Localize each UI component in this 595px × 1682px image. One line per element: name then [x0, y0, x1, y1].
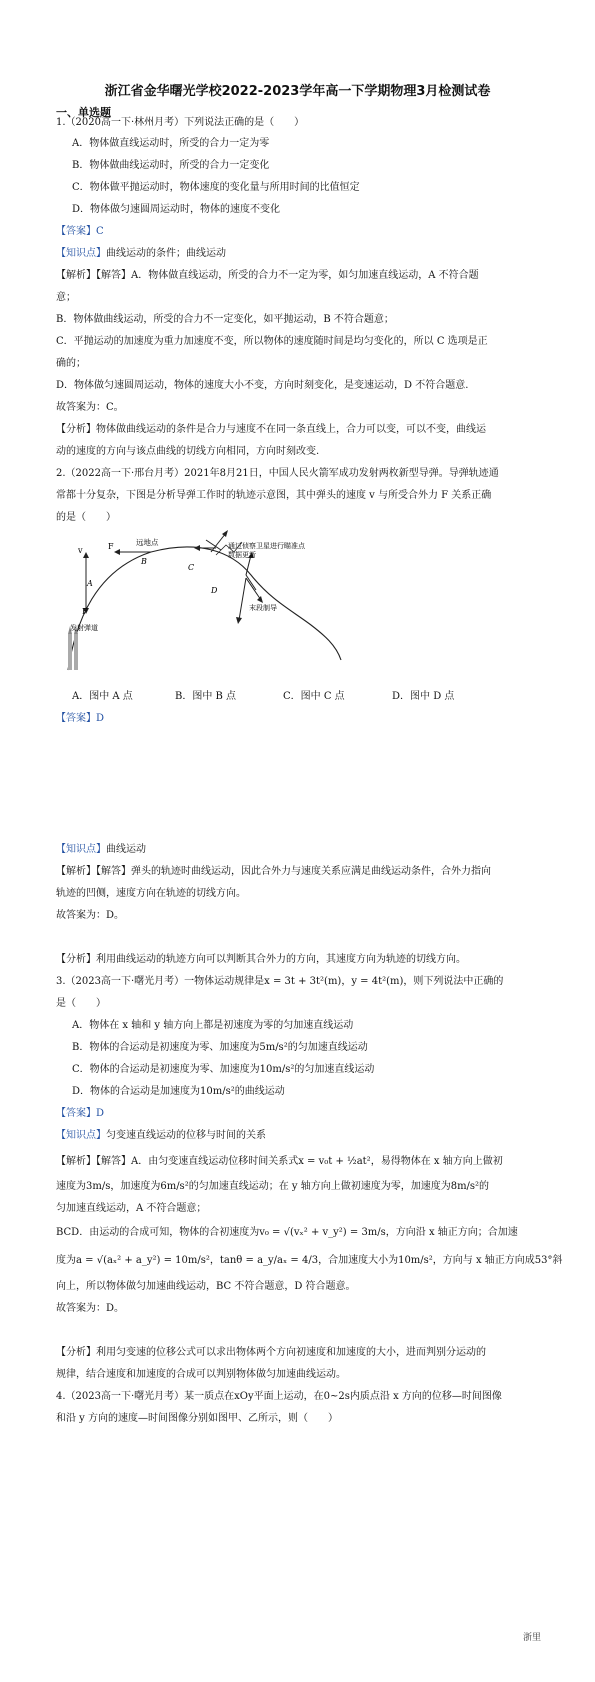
q2-stem: 常都十分复杂，下图是分析导弹工作时的轨迹示意图，其中弹头的速度 v 与所受合外力 F 关系正确	[56, 490, 492, 501]
point-b-label: B	[141, 557, 147, 566]
q2-option-a: A．图中 A 点	[72, 691, 133, 702]
q1-analysis-line: D．物体做匀速圆周运动，物体的速度大小不变，方向时刻变化，是变速运动，D 不符合题意.	[56, 380, 469, 391]
launch-trajectory-label: 发射弹道	[70, 624, 98, 632]
q3-stem: 是（ ）	[56, 998, 106, 1009]
q3-analysis-line: 匀加速直线运动，A 不符合题意；	[56, 1203, 207, 1214]
q1-option-c: C．物体做平抛运动时，物体速度的变化量与所用时间的比值恒定	[72, 182, 360, 193]
q1-analysis-line: 确的；	[56, 358, 86, 369]
satellite-note-1: 通过侦察卫星进行瞄准点	[228, 542, 305, 550]
q2-fenxi: 【分析】利用曲线运动的轨迹方向可以判断其合外力的方向，其速度方向为轨迹的切线方向。	[56, 954, 466, 965]
q3-analysis-line: 度为a = √(aₓ² + a_y²) = 10m/s²，tanθ = a_y/aₓ = 4/3，合加速度大小为10m/s²，方向与 x 轴正方向成53°斜	[56, 1255, 563, 1266]
q3-knowledge	[56, 1129, 546, 1143]
q2-analysis-line: 【解析】【解答】弹头的轨迹时曲线运动，因此合外力与速度关系应满足曲线运动条件，合外力指向	[56, 866, 491, 877]
point-d-label: D	[211, 586, 218, 595]
knowledge-tag: 【知识点】	[56, 1130, 106, 1141]
knowledge-text: 曲线运动的条件；曲线运动	[106, 248, 226, 259]
q3-fenxi-line: 规律，结合速度和加速度的合成可以判别物体做匀加速曲线运动。	[56, 1369, 346, 1380]
arrow-icon	[236, 617, 242, 624]
section-heading: 一、单选题	[56, 106, 111, 119]
q3-analysis-line: 故答案为：D。	[56, 1303, 125, 1314]
q4-stem: 和沿 y 方向的速度—时间图像分别如图甲、乙所示，则（ ）	[56, 1413, 339, 1424]
v-label: v	[78, 546, 83, 555]
q1-analysis-line: C．平抛运动的加速度为重力加速度不变，所以物体的速度随时间是均匀变化的，所以 C 选项是正	[56, 336, 488, 347]
q1-option-a: A．物体做直线运动时，所受的合力一定为零	[72, 138, 270, 149]
q3-analysis-line: 向上，所以物体做匀加速曲线运动，BC 不符合题意，D 符合题意。	[56, 1281, 356, 1292]
q1-fenxi-line: 【分析】物体做曲线运动的条件是合力与速度不在同一条直线上，合力可以变，可以不变，曲线运	[56, 424, 486, 435]
page-footer: 浙里	[522, 1633, 541, 1643]
q3-stem: 3.（2023高一下·曙光月考）一物体运动规律是x = 3t + 3t²(m)，y = 4t²(m)，则下列说法中正确的	[56, 976, 504, 987]
q1-analysis-line: 【解析】【解答】A．物体做直线运动，所受的合力不一定为零，如匀加速直线运动，A 不符合题	[56, 270, 479, 281]
q1-analysis-line: 故答案为：C。	[56, 402, 124, 413]
q1-answer: 【答案】C	[56, 226, 104, 237]
launcher-icon	[68, 634, 72, 670]
terminal-guidance-label: 末段制导	[249, 604, 277, 612]
arrow-icon	[83, 552, 89, 558]
q1-analysis-line: 意；	[56, 292, 76, 303]
q3-option-a: A．物体在 x 轴和 y 轴方向上都是初速度为零的匀加速直线运动	[72, 1020, 354, 1031]
missile-trajectory-figure	[56, 530, 346, 680]
arrow-icon	[257, 596, 263, 603]
q3-option-b: B．物体的合运动是初速度为零、加速度为5m/s²的匀加速直线运动	[72, 1042, 368, 1053]
q2-option-d: D．图中 D 点	[392, 691, 455, 702]
arrow-icon	[194, 545, 200, 551]
page-title: 浙江省金华曙光学校2022-2023学年高一下学期物理3月检测试卷	[104, 84, 491, 99]
q3-analysis-line: 速度为3m/s，加速度为6m/s²的匀加速直线运动；在 y 轴方向上做初速度为零，加速度为8m/s²的	[56, 1181, 490, 1192]
point-a-label: A	[87, 579, 93, 588]
q3-fenxi-line: 【分析】利用匀变速的位移公式可以求出物体两个方向初速度和加速度的大小，进而判别分运动的	[56, 1347, 486, 1358]
trajectory-curve	[68, 547, 341, 670]
f-label: F	[82, 607, 88, 616]
q1-option-d: D．物体做匀速圆周运动时，物体的速度不变化	[72, 204, 281, 215]
q2-stem: 2.（2022高一下·邢台月考）2021年8月21日，中国人民火箭军成功发射两枚新型导弹。导弹轨迹通	[56, 468, 499, 479]
q3-option-d: D．物体的合运动是加速度为10m/s²的曲线运动	[72, 1086, 285, 1097]
q2-analysis-line: 轨迹的凹侧，速度方向在轨迹的切线方向。	[56, 888, 246, 899]
q2-answer: 【答案】D	[56, 713, 105, 724]
point-c-label: C	[188, 563, 195, 572]
q3-option-c: C．物体的合运动是初速度为零、加速度为10m/s²的匀加速直线运动	[72, 1064, 375, 1075]
knowledge-tag: 【知识点】	[56, 248, 106, 259]
q3-analysis-line: 【解析】【解答】A．由匀变速直线运动位移时间关系式x = v₀t + ½at²，易得物体在 x 轴方向上做初	[56, 1156, 503, 1167]
q2-option-b: B．图中 B 点	[175, 691, 237, 702]
q1-knowledge	[56, 247, 546, 261]
q3-answer: 【答案】D	[56, 1108, 105, 1119]
arrow-icon	[114, 549, 120, 555]
q4-stem: 4.（2023高一下·曙光月考）某一质点在xOy平面上运动，在0~2s内质点沿 x 方向的位移—时间图像	[56, 1391, 502, 1402]
q1-analysis-line: B．物体做曲线运动，所受的合力不一定变化，如平抛运动，B 不符合题意；	[56, 314, 394, 325]
launcher-icon	[74, 634, 78, 670]
satellite-note-2: 数据更新	[228, 551, 256, 559]
q2-knowledge	[56, 843, 546, 857]
knowledge-text: 曲线运动	[106, 844, 146, 855]
arrow-icon	[222, 530, 228, 537]
q2-option-c: C．图中 C 点	[283, 691, 345, 702]
q1-option-b: B．物体做曲线运动时，所受的合力一定变化	[72, 160, 270, 171]
q1-stem: 1.（2020高一下·林州月考）下列说法正确的是（ ）	[56, 117, 305, 128]
q3-analysis-line: BCD．由运动的合成可知，物体的合初速度为v₀ = √(vₓ² + v_y²) = 3m/s，方向沿 x 轴正方向；合加速	[56, 1227, 518, 1238]
q2-analysis-line: 故答案为：D。	[56, 910, 125, 921]
far-point-label: 远地点	[136, 538, 159, 547]
knowledge-text: 匀变速直线运动的位移与时间的关系	[106, 1130, 266, 1141]
q2-stem: 的是（ ）	[56, 512, 116, 523]
knowledge-tag: 【知识点】	[56, 844, 106, 855]
f-label: F	[108, 542, 114, 551]
q1-fenxi-line: 动的速度的方向与该点曲线的切线方向相同，方向时刻改变.	[56, 446, 320, 457]
